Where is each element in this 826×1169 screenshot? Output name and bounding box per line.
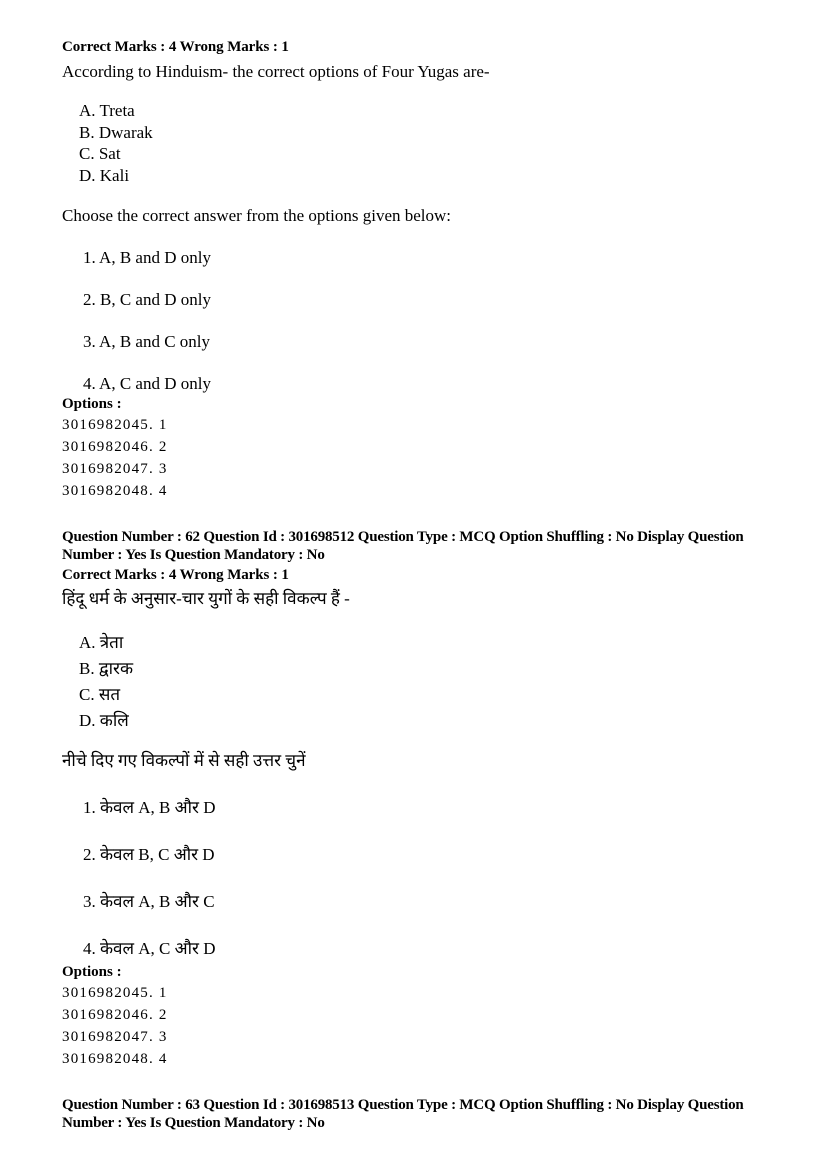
- statement-list: [79, 100, 766, 186]
- marks-line: Correct Marks : 4 Wrong Marks : 1: [62, 39, 289, 55]
- option-id-1: 3016982045. 1: [62, 985, 168, 1001]
- statement-d: D. Kali: [79, 165, 130, 185]
- answer-list: [83, 795, 766, 962]
- answer-option-1: 1. केवल A, B और D: [83, 798, 216, 817]
- statement-b: B. द्वारक: [79, 659, 134, 678]
- option-id-list: [62, 414, 766, 502]
- option-id-3: 3016982047. 3: [62, 1029, 168, 1045]
- statement-a: A. Treta: [79, 101, 135, 120]
- option-id-2: 3016982046. 2: [62, 439, 168, 455]
- question-62-block: [62, 529, 766, 1070]
- question-header-line-2: Number : Yes Is Question Mandatory : No: [62, 1114, 325, 1131]
- answer-option-2: 2. B, C and D only: [83, 290, 211, 309]
- question-text: हिंदू धर्म के अनुसार-चार युगों के सही विकल्प हैं -: [62, 589, 350, 608]
- answer-option-4: 4. A, C and D only: [83, 374, 211, 393]
- statement-d: D. कलि: [79, 711, 129, 730]
- answer-option-1: 1. A, B and D only: [83, 248, 211, 267]
- answer-option-4: 4. केवल A, C और D: [83, 939, 216, 958]
- statement-c: C. सत: [79, 685, 121, 704]
- option-id-3: 3016982047. 3: [62, 461, 168, 477]
- question-61-block: [62, 38, 766, 502]
- question-header-line-1: Question Number : 63 Question Id : 301698513 Question Type : MCQ Option Shuffling : No Display Question: [62, 1097, 744, 1113]
- question-63-block: [62, 1097, 766, 1132]
- statement-list: [79, 630, 766, 734]
- options-label: Options :: [62, 964, 122, 980]
- question-62-header: [62, 529, 766, 564]
- question-header-line-1: Question Number : 62 Question Id : 301698512 Question Type : MCQ Option Shuffling : No Display Question: [62, 529, 744, 545]
- marks-line: Correct Marks : 4 Wrong Marks : 1: [62, 567, 289, 583]
- answer-list: [83, 248, 766, 394]
- options-label: Options :: [62, 396, 122, 412]
- statement-b: B. Dwarak: [79, 122, 153, 142]
- statement-a: A. त्रेता: [79, 633, 124, 652]
- answer-option-3: 3. A, B and C only: [83, 332, 211, 351]
- answer-option-3: 3. केवल A, B और C: [83, 892, 215, 911]
- option-id-1: 3016982045. 1: [62, 417, 168, 433]
- question-header-line-2: Number : Yes Is Question Mandatory : No: [62, 546, 325, 563]
- choose-instruction: नीचे दिए गए विकल्पों में से सही उत्तर चुनें: [62, 751, 306, 770]
- option-id-4: 3016982048. 4: [62, 1051, 168, 1067]
- question-63-header: [62, 1097, 766, 1132]
- question-text: According to Hinduism- the correct options of Four Yugas are-: [62, 62, 490, 81]
- statement-c: C. Sat: [79, 144, 121, 163]
- answer-option-2: 2. केवल B, C और D: [83, 845, 215, 864]
- choose-instruction: Choose the correct answer from the options given below:: [62, 206, 452, 225]
- option-id-2: 3016982046. 2: [62, 1007, 168, 1023]
- option-id-list: [62, 982, 766, 1070]
- option-id-4: 3016982048. 4: [62, 483, 168, 499]
